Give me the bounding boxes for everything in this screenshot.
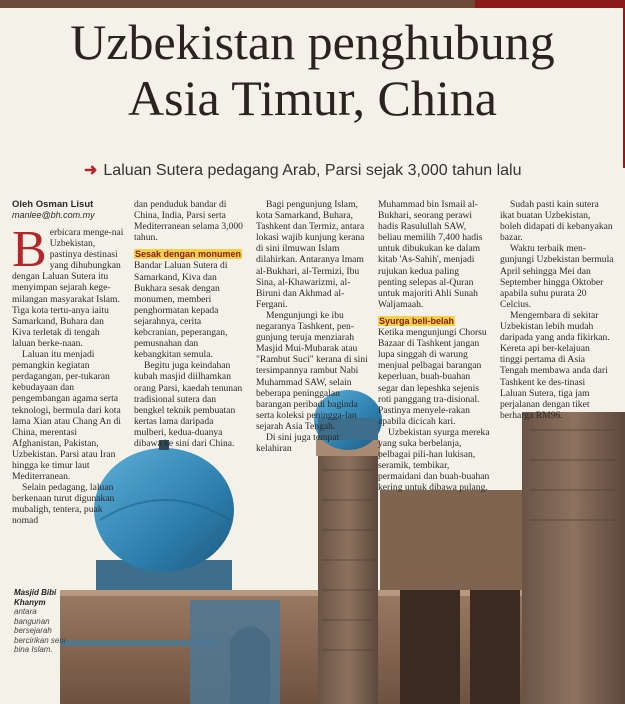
arrow-right-icon: ➜	[84, 162, 98, 179]
author-byline: Oleh Osman Lisut	[12, 199, 94, 210]
top-color-strip	[0, 0, 625, 8]
section-subhead: Syurga beli-belah	[379, 315, 455, 326]
photo-caption	[14, 588, 72, 655]
subheadline-text: Laluan Sutera pedagang Arab, Parsi sejak 3,000 tahun lalu	[103, 162, 522, 179]
paragraph: Uzbekistan syurga mereka yang suka berbelanja, pelbagai pili-han lukisan, seramik, tembikar, permaidani dan buah-buahan kering untuk dibawa pulang.	[378, 426, 490, 494]
headline	[0, 14, 625, 126]
article-column-1	[12, 199, 124, 527]
paragraph: Selain pedagang, laluan berkenaan turut digunakan mubaligh, tentera, puak nomad	[12, 482, 115, 527]
section-subhead: Sesak dengan monumen	[135, 249, 242, 260]
article-column-2	[134, 199, 246, 449]
paragraph: Bandar Laluan Sutera di Samarkand, Kiva dan Bukhara sesak dengan monumen, memberi penghormatan kepada sejarahnya, cerita kebcranian, peperangan, pemusnahan dan kebangkitan semula.	[134, 260, 228, 361]
article-column-3	[256, 199, 368, 454]
headline-line-2: Asia Timur, China	[128, 70, 497, 126]
tiled-wall	[190, 600, 280, 704]
paragraph: Berbicara menge-nai Uzbekistan, pastinya destinasi yang dihubungkan dengan Laluan Sutera itu menyimpan sejarah kege-milangan masyarakat Islam. Tiga kota tertu-anya iaitu Samarkand, Buhara dan Kiva terletak di tengah laluan berke-naan.	[12, 221, 124, 349]
article-column-4	[378, 199, 490, 493]
paragraph: Begitu juga keindahan kubah masjid diilhamkan orang Parsi, kaedah tenunan tradisional sutera dan bengkel teknik pembuatan kertas lama daripada mulberi, kedua-duanya dibawa ke sini dari China.	[134, 360, 243, 449]
paragraph: Muhammad bin Ismail al-Bukhari, seorang perawi hadis Rasulullah SAW, beliau memilih 7,400 hadis untuk dibukukan ke dalam kitab 'As-Sahih', menjadi rujukan kedua paling penting selepas al-Quran untuk majoriti Ahli Sunah Waljamaah.	[378, 199, 483, 310]
right-tower	[522, 412, 625, 704]
article-column-5	[500, 199, 614, 421]
headline-line-1: Uzbekistan penghubung	[70, 14, 555, 70]
paragraph: dan penduduk bandar di China, India, Parsi serta Mediterranean selama 3,000 tahun.	[134, 199, 243, 244]
subheadline	[84, 160, 522, 180]
paragraph: Bagi pengunjung Islam, kota Samarkand, Buhara, Tashkent dan Termiz, antara lokasi wajib kunjung kerana di sini ilmuwan Islam dilahirkan. Antaranya Imam al-Bukhari, al-Termizi, Ibu Sina, al-Khawarizmi, al-Biruni dan Akhmad al-Fergani.	[256, 199, 365, 310]
dropcap: B	[12, 221, 47, 278]
paragraph: Sudah pasti kain sutera ikat buatan Uzbekistan, boleh didapati di kebanyakan bazar.	[500, 199, 613, 244]
author-email: manlee@bh.com.my	[12, 210, 95, 220]
paragraph: Mengembara di sekitar Uzbekistan lebih mudah daripada yang anda fikirkan. Kereta api ber-kelajuan tinggi pertama di Asia Tengah membawa anda dari Tashkent ke des-tinasi Laluan Sutera, tiga jam perjalanan dengan tiket berharga RM96.	[500, 309, 610, 421]
caption-body: antara bangunan bersejarah bercirikan seni bina Islam.	[14, 607, 66, 654]
caption-title: Masjid Bibi Khanym	[14, 588, 57, 607]
paragraph: Waktu terbaik men-gunjungi Uzbekistan bermula April sehingga Mei dan September hingga Oktober apabila suhu purata 20 Celcius.	[500, 243, 614, 310]
paragraph: Ketika mengunjungi Chorsu Bazaar di Tashkent jangan lupa singgah di warung menjual pelbagai barangan keperluan, buah-buahan segar dan lepeshka sejenis roti panggang tra-disional. Pastinya menyele-rakan apabila dicicah kari.	[378, 327, 487, 427]
paragraph: Di sini juga tempat kelahiran	[256, 431, 340, 455]
paragraph: Mengunjungi ke ibu negaranya Tashkent, pen-gunjung teruja menziarah Masjid Mui-Mubarak atau "Rambut Suci" kerana di sini tersimpannya rambut Nabi Muhammad SAW, selain beberapa peninggalan barangan peribadi baginda serta koleksi peningga-lan sejarah Asia Tengah.	[256, 309, 368, 432]
paragraph: Laluan itu menjadi pemangkin kegiatan perdagangan, per-tukaran kebudayaan dan pengembangan agama serta teknologi, bermula dari kota lama Xian atau Chang An di China, merentasi Afghanistan, Pakistan, Uzbekistan. Parsi atau Iran hingga ke timur laut Mediterranean.	[12, 349, 121, 483]
